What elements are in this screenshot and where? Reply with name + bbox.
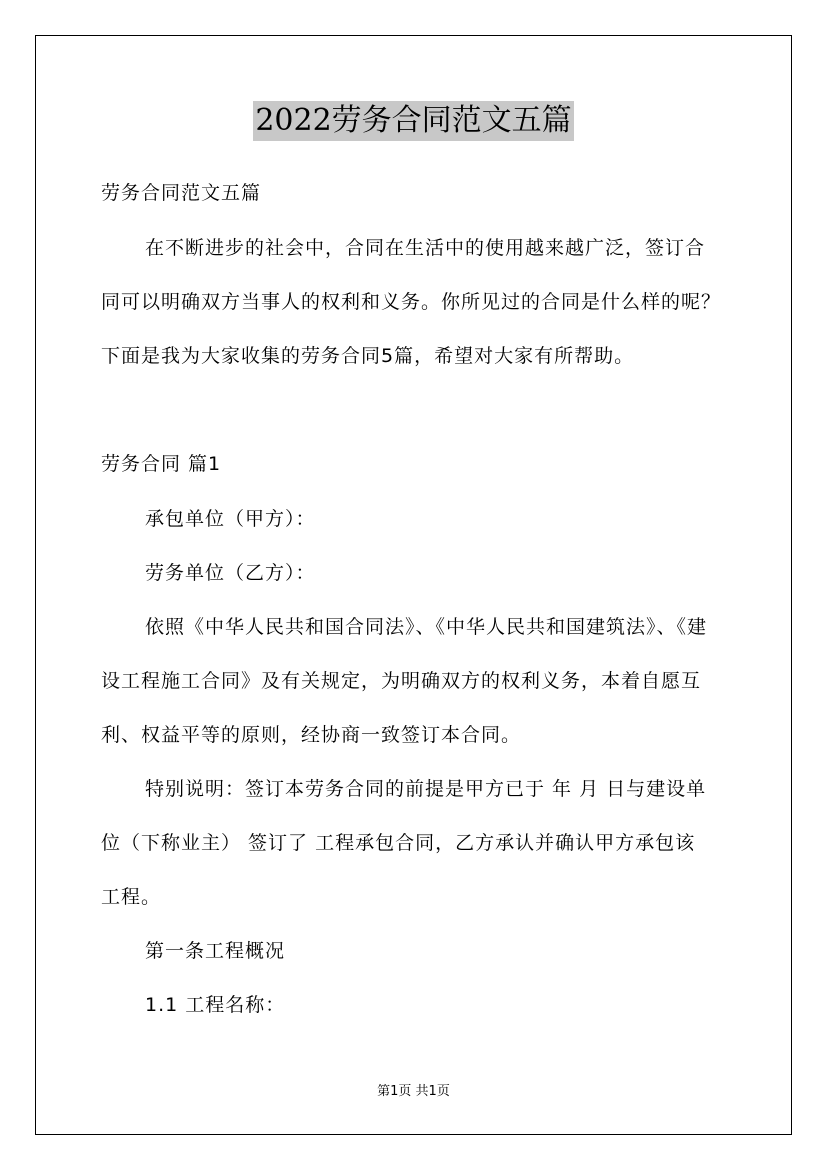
special-note-line-3: 工程。 — [101, 886, 162, 908]
basis-line-3: 利、权益平等的原则，经协商一致签订本合同。 — [101, 724, 522, 746]
section-heading: 劳务合同 篇1 — [101, 453, 222, 475]
document-title: 2022劳务合同范文五篇 — [253, 101, 573, 141]
intro-line-3: 下面是我为大家收集的劳务合同5篇，希望对大家有所帮助。 — [101, 345, 635, 367]
title-container — [0, 101, 827, 141]
special-note-line-2: 位（下称业主） 签订了 工程承包合同，乙方承认并确认甲方承包该 — [101, 832, 696, 854]
party-b-line: 劳务单位（乙方）： — [145, 562, 316, 584]
intro-line-2: 同可以明确双方当事人的权利和义务。你所见过的合同是什么样的呢？ — [101, 291, 722, 313]
document-subtitle: 劳务合同范文五篇 — [101, 182, 262, 204]
article-1-heading: 第一条工程概况 — [145, 940, 286, 962]
basis-line-1: 依照《中华人民共和国合同法》、《中华人民共和国建筑法》、《建 — [145, 616, 708, 638]
special-note-line-1: 特别说明：签订本劳务合同的前提是甲方已于 年 月 日与建设单 — [145, 778, 707, 800]
page-footer: 第1页 共1页 — [377, 1084, 450, 1099]
basis-line-2: 设工程施工合同》及有关规定，为明确双方的权利义务，本着自愿互 — [101, 670, 702, 692]
intro-line-1: 在不断进步的社会中，合同在生活中的使用越来越广泛，签订合 — [145, 237, 706, 259]
article-1-1-line: 1.1 工程名称： — [145, 994, 286, 1016]
party-a-line: 承包单位（甲方）： — [145, 508, 316, 530]
